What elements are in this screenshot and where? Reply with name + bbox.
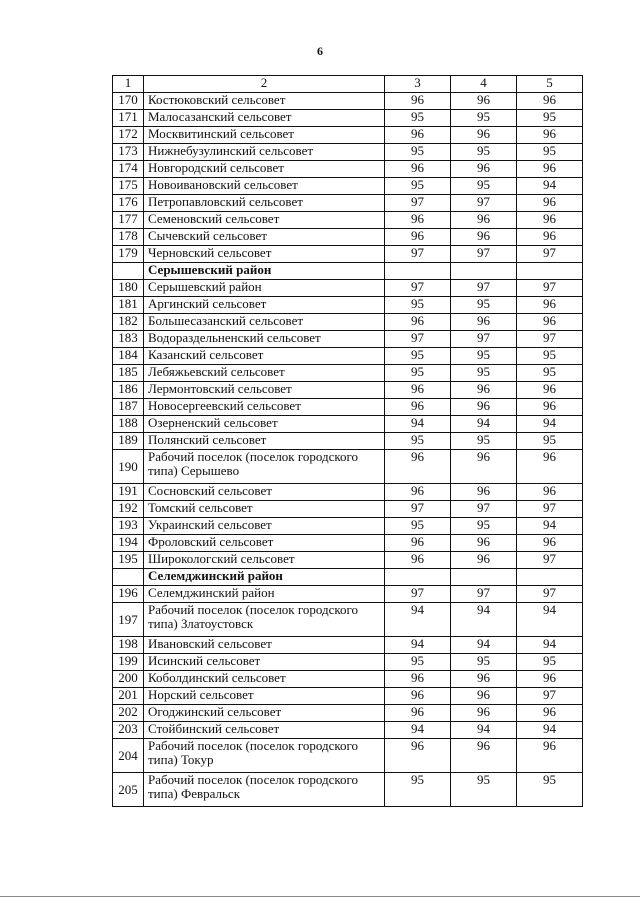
municipality-name: Водораздельненский сельсовет [144,331,385,348]
value-col-5: 96 [517,535,583,552]
value-col-3: 95 [385,518,451,535]
table-row [113,484,583,501]
value-col-5: 94 [517,722,583,739]
value-col-3: 95 [385,773,451,807]
value-col-3 [385,263,451,280]
value-col-3: 96 [385,535,451,552]
municipality-name: Новгородский сельсовет [144,161,385,178]
municipality-name: Селемджинский район [144,586,385,603]
value-col-4: 97 [451,501,517,518]
table-row [113,348,583,365]
value-col-5: 94 [517,178,583,195]
table-row [113,399,583,416]
value-col-3: 96 [385,552,451,569]
value-col-3: 96 [385,739,451,773]
value-col-3: 97 [385,195,451,212]
value-col-4: 95 [451,433,517,450]
value-col-3: 95 [385,365,451,382]
table-row [113,552,583,569]
row-number: 180 [113,280,144,297]
value-col-5: 96 [517,212,583,229]
value-col-5: 96 [517,195,583,212]
value-col-3: 96 [385,705,451,722]
table-row [113,433,583,450]
value-col-4: 96 [451,671,517,688]
value-col-4: 95 [451,773,517,807]
table-row [113,144,583,161]
value-col-3: 97 [385,280,451,297]
row-number: 203 [113,722,144,739]
value-col-4: 95 [451,297,517,314]
value-col-5: 95 [517,433,583,450]
value-col-5: 96 [517,93,583,110]
value-col-4: 96 [451,161,517,178]
table-row [113,161,583,178]
header-col-4: 4 [451,76,517,93]
table-row [113,705,583,722]
value-col-3: 97 [385,331,451,348]
value-col-3: 96 [385,688,451,705]
municipality-name-cell [144,739,385,773]
value-col-3: 95 [385,297,451,314]
value-col-3: 96 [385,399,451,416]
value-col-4: 95 [451,348,517,365]
municipality-name: Малосазанский сельсовет [144,110,385,127]
value-col-5: 97 [517,331,583,348]
municipality-name: Нижнебузулинский сельсовет [144,144,385,161]
row-number: 196 [113,586,144,603]
municipality-name: Огоджинский сельсовет [144,705,385,722]
value-col-3: 96 [385,93,451,110]
table-row [113,229,583,246]
value-col-3: 94 [385,722,451,739]
table-row [113,365,583,382]
value-col-3: 96 [385,229,451,246]
municipality-name: Фроловский сельсовет [144,535,385,552]
value-col-5: 97 [517,586,583,603]
value-col-5: 96 [517,484,583,501]
table-row [113,382,583,399]
value-col-3: 94 [385,603,451,637]
value-col-3: 97 [385,246,451,263]
value-col-5: 97 [517,552,583,569]
row-number: 201 [113,688,144,705]
value-col-5: 94 [517,637,583,654]
value-col-4: 96 [451,229,517,246]
row-number: 189 [113,433,144,450]
value-col-5: 96 [517,127,583,144]
table-row [113,603,583,637]
municipality-name: Казанский сельсовет [144,348,385,365]
row-number: 194 [113,535,144,552]
value-col-4: 97 [451,280,517,297]
value-col-3: 95 [385,348,451,365]
table-row [113,212,583,229]
table-row [113,722,583,739]
value-col-5: 94 [517,603,583,637]
value-col-3: 95 [385,110,451,127]
value-col-4: 94 [451,637,517,654]
municipality-name: Москвитинский сельсовет [144,127,385,144]
row-number: 183 [113,331,144,348]
value-col-5: 95 [517,773,583,807]
municipality-name-cell [144,773,385,807]
table-row [113,93,583,110]
row-number: 184 [113,348,144,365]
row-number: 181 [113,297,144,314]
row-number [113,569,144,586]
value-col-5: 95 [517,348,583,365]
header-row [113,76,583,93]
municipality-name: Черновский сельсовет [144,246,385,263]
municipality-name: Семеновский сельсовет [144,212,385,229]
value-col-5: 96 [517,450,583,484]
row-number: 170 [113,93,144,110]
row-number: 195 [113,552,144,569]
row-number: 202 [113,705,144,722]
value-col-5: 95 [517,110,583,127]
value-col-3: 94 [385,637,451,654]
value-col-3: 96 [385,161,451,178]
value-col-4: 96 [451,93,517,110]
row-number: 199 [113,654,144,671]
table-row [113,127,583,144]
municipality-name: Новосергеевский сельсовет [144,399,385,416]
municipality-name: Лебяжьевский сельсовет [144,365,385,382]
municipality-name: Сосновский сельсовет [144,484,385,501]
municipality-name: Коболдинский сельсовет [144,671,385,688]
value-col-3: 95 [385,144,451,161]
row-number: 185 [113,365,144,382]
row-number: 205 [113,773,144,807]
municipality-name: Петропавловский сельсовет [144,195,385,212]
value-col-4: 95 [451,365,517,382]
value-col-5: 96 [517,739,583,773]
municipality-name-cell [144,450,385,484]
row-number: 191 [113,484,144,501]
value-col-4: 96 [451,688,517,705]
value-col-5: 96 [517,161,583,178]
value-col-4: 96 [451,399,517,416]
value-col-4: 94 [451,603,517,637]
municipality-name: Исинский сельсовет [144,654,385,671]
value-col-3: 96 [385,671,451,688]
value-col-5 [517,263,583,280]
row-number: 176 [113,195,144,212]
value-col-3: 96 [385,484,451,501]
table-row [113,297,583,314]
municipality-name: Норский сельсовет [144,688,385,705]
value-col-3 [385,569,451,586]
value-col-4 [451,263,517,280]
row-number: 173 [113,144,144,161]
value-col-3: 96 [385,212,451,229]
value-col-5: 97 [517,501,583,518]
value-col-4: 95 [451,654,517,671]
municipality-name: Серышевский район [144,280,385,297]
value-col-5: 97 [517,280,583,297]
table-row [113,331,583,348]
row-number: 187 [113,399,144,416]
value-col-4 [451,569,517,586]
value-col-4: 96 [451,382,517,399]
header-col-2: 2 [144,76,385,93]
value-col-4: 96 [451,552,517,569]
value-col-3: 94 [385,416,451,433]
value-col-5: 96 [517,297,583,314]
municipality-name: Лермонтовский сельсовет [144,382,385,399]
municipality-name: Большесазанский сельсовет [144,314,385,331]
municipality-name: Рабочий поселок (поселок городского типа) Серышево [148,449,359,478]
value-col-3: 97 [385,501,451,518]
municipality-name: Сычевский сельсовет [144,229,385,246]
row-number: 179 [113,246,144,263]
municipality-name: Аргинский сельсовет [144,297,385,314]
value-col-4: 97 [451,195,517,212]
value-col-3: 95 [385,178,451,195]
district-header-row [113,263,583,280]
header-col-5: 5 [517,76,583,93]
header-col-1: 1 [113,76,144,93]
statistics-table [112,75,583,807]
municipality-name: Рабочий поселок (поселок городского типа) Златоустовск [148,602,359,631]
row-number: 200 [113,671,144,688]
municipality-name: Широкологский сельсовет [144,552,385,569]
table-row [113,688,583,705]
row-number: 193 [113,518,144,535]
value-col-4: 96 [451,484,517,501]
value-col-4: 96 [451,127,517,144]
value-col-5 [517,569,583,586]
table-row [113,501,583,518]
value-col-4: 96 [451,739,517,773]
value-col-4: 96 [451,535,517,552]
value-col-5: 94 [517,416,583,433]
value-col-4: 96 [451,314,517,331]
value-col-3: 96 [385,314,451,331]
municipality-name: Томский сельсовет [144,501,385,518]
value-col-3: 96 [385,382,451,399]
value-col-4: 97 [451,331,517,348]
municipality-name-cell [144,603,385,637]
row-number: 190 [113,450,144,484]
table-row [113,195,583,212]
table-row [113,110,583,127]
value-col-5: 96 [517,671,583,688]
value-col-4: 95 [451,178,517,195]
table-row [113,518,583,535]
header-col-3: 3 [385,76,451,93]
value-col-4: 95 [451,110,517,127]
value-col-5: 95 [517,654,583,671]
value-col-4: 96 [451,212,517,229]
value-col-5: 96 [517,229,583,246]
value-col-3: 95 [385,433,451,450]
value-col-4: 95 [451,144,517,161]
table-row [113,314,583,331]
value-col-4: 94 [451,722,517,739]
table-row [113,654,583,671]
row-number: 197 [113,603,144,637]
table-row [113,450,583,484]
table-row [113,637,583,654]
row-number: 192 [113,501,144,518]
value-col-3: 96 [385,450,451,484]
municipality-name: Украинский сельсовет [144,518,385,535]
row-number: 198 [113,637,144,654]
value-col-5: 97 [517,246,583,263]
municipality-name: Стойбинский сельсовет [144,722,385,739]
table-row [113,739,583,773]
table-row [113,246,583,263]
table-row [113,535,583,552]
row-number: 174 [113,161,144,178]
value-col-5: 96 [517,382,583,399]
value-col-5: 94 [517,518,583,535]
value-col-3: 95 [385,654,451,671]
table-row [113,280,583,297]
value-col-5: 95 [517,365,583,382]
row-number: 204 [113,739,144,773]
municipality-name: Костюковский сельсовет [144,93,385,110]
district-name: Селемджинский район [144,569,385,586]
value-col-4: 95 [451,518,517,535]
value-col-4: 94 [451,416,517,433]
municipality-name: Полянский сельсовет [144,433,385,450]
municipality-name: Рабочий поселок (поселок городского типа) Токур [148,738,359,767]
row-number: 171 [113,110,144,127]
row-number [113,263,144,280]
table-row [113,416,583,433]
table-row [113,671,583,688]
row-number: 188 [113,416,144,433]
row-number: 177 [113,212,144,229]
municipality-name: Ивановский сельсовет [144,637,385,654]
district-header-row [113,569,583,586]
value-col-5: 97 [517,688,583,705]
value-col-4: 96 [451,705,517,722]
value-col-5: 96 [517,399,583,416]
municipality-name: Новоивановский сельсовет [144,178,385,195]
scan-edge-line [0,896,640,897]
value-col-4: 96 [451,450,517,484]
row-number: 178 [113,229,144,246]
table-row [113,773,583,807]
row-number: 182 [113,314,144,331]
value-col-3: 97 [385,586,451,603]
value-col-4: 97 [451,246,517,263]
row-number: 172 [113,127,144,144]
page-number: 6 [317,44,323,58]
municipality-name: Рабочий поселок (поселок городского типа) Февральск [148,772,359,801]
value-col-3: 96 [385,127,451,144]
district-name: Серышевский район [144,263,385,280]
row-number: 175 [113,178,144,195]
value-col-5: 95 [517,144,583,161]
value-col-5: 96 [517,314,583,331]
value-col-5: 96 [517,705,583,722]
value-col-4: 97 [451,586,517,603]
row-number: 186 [113,382,144,399]
municipality-name: Озерненский сельсовет [144,416,385,433]
table-row [113,178,583,195]
table-row [113,586,583,603]
